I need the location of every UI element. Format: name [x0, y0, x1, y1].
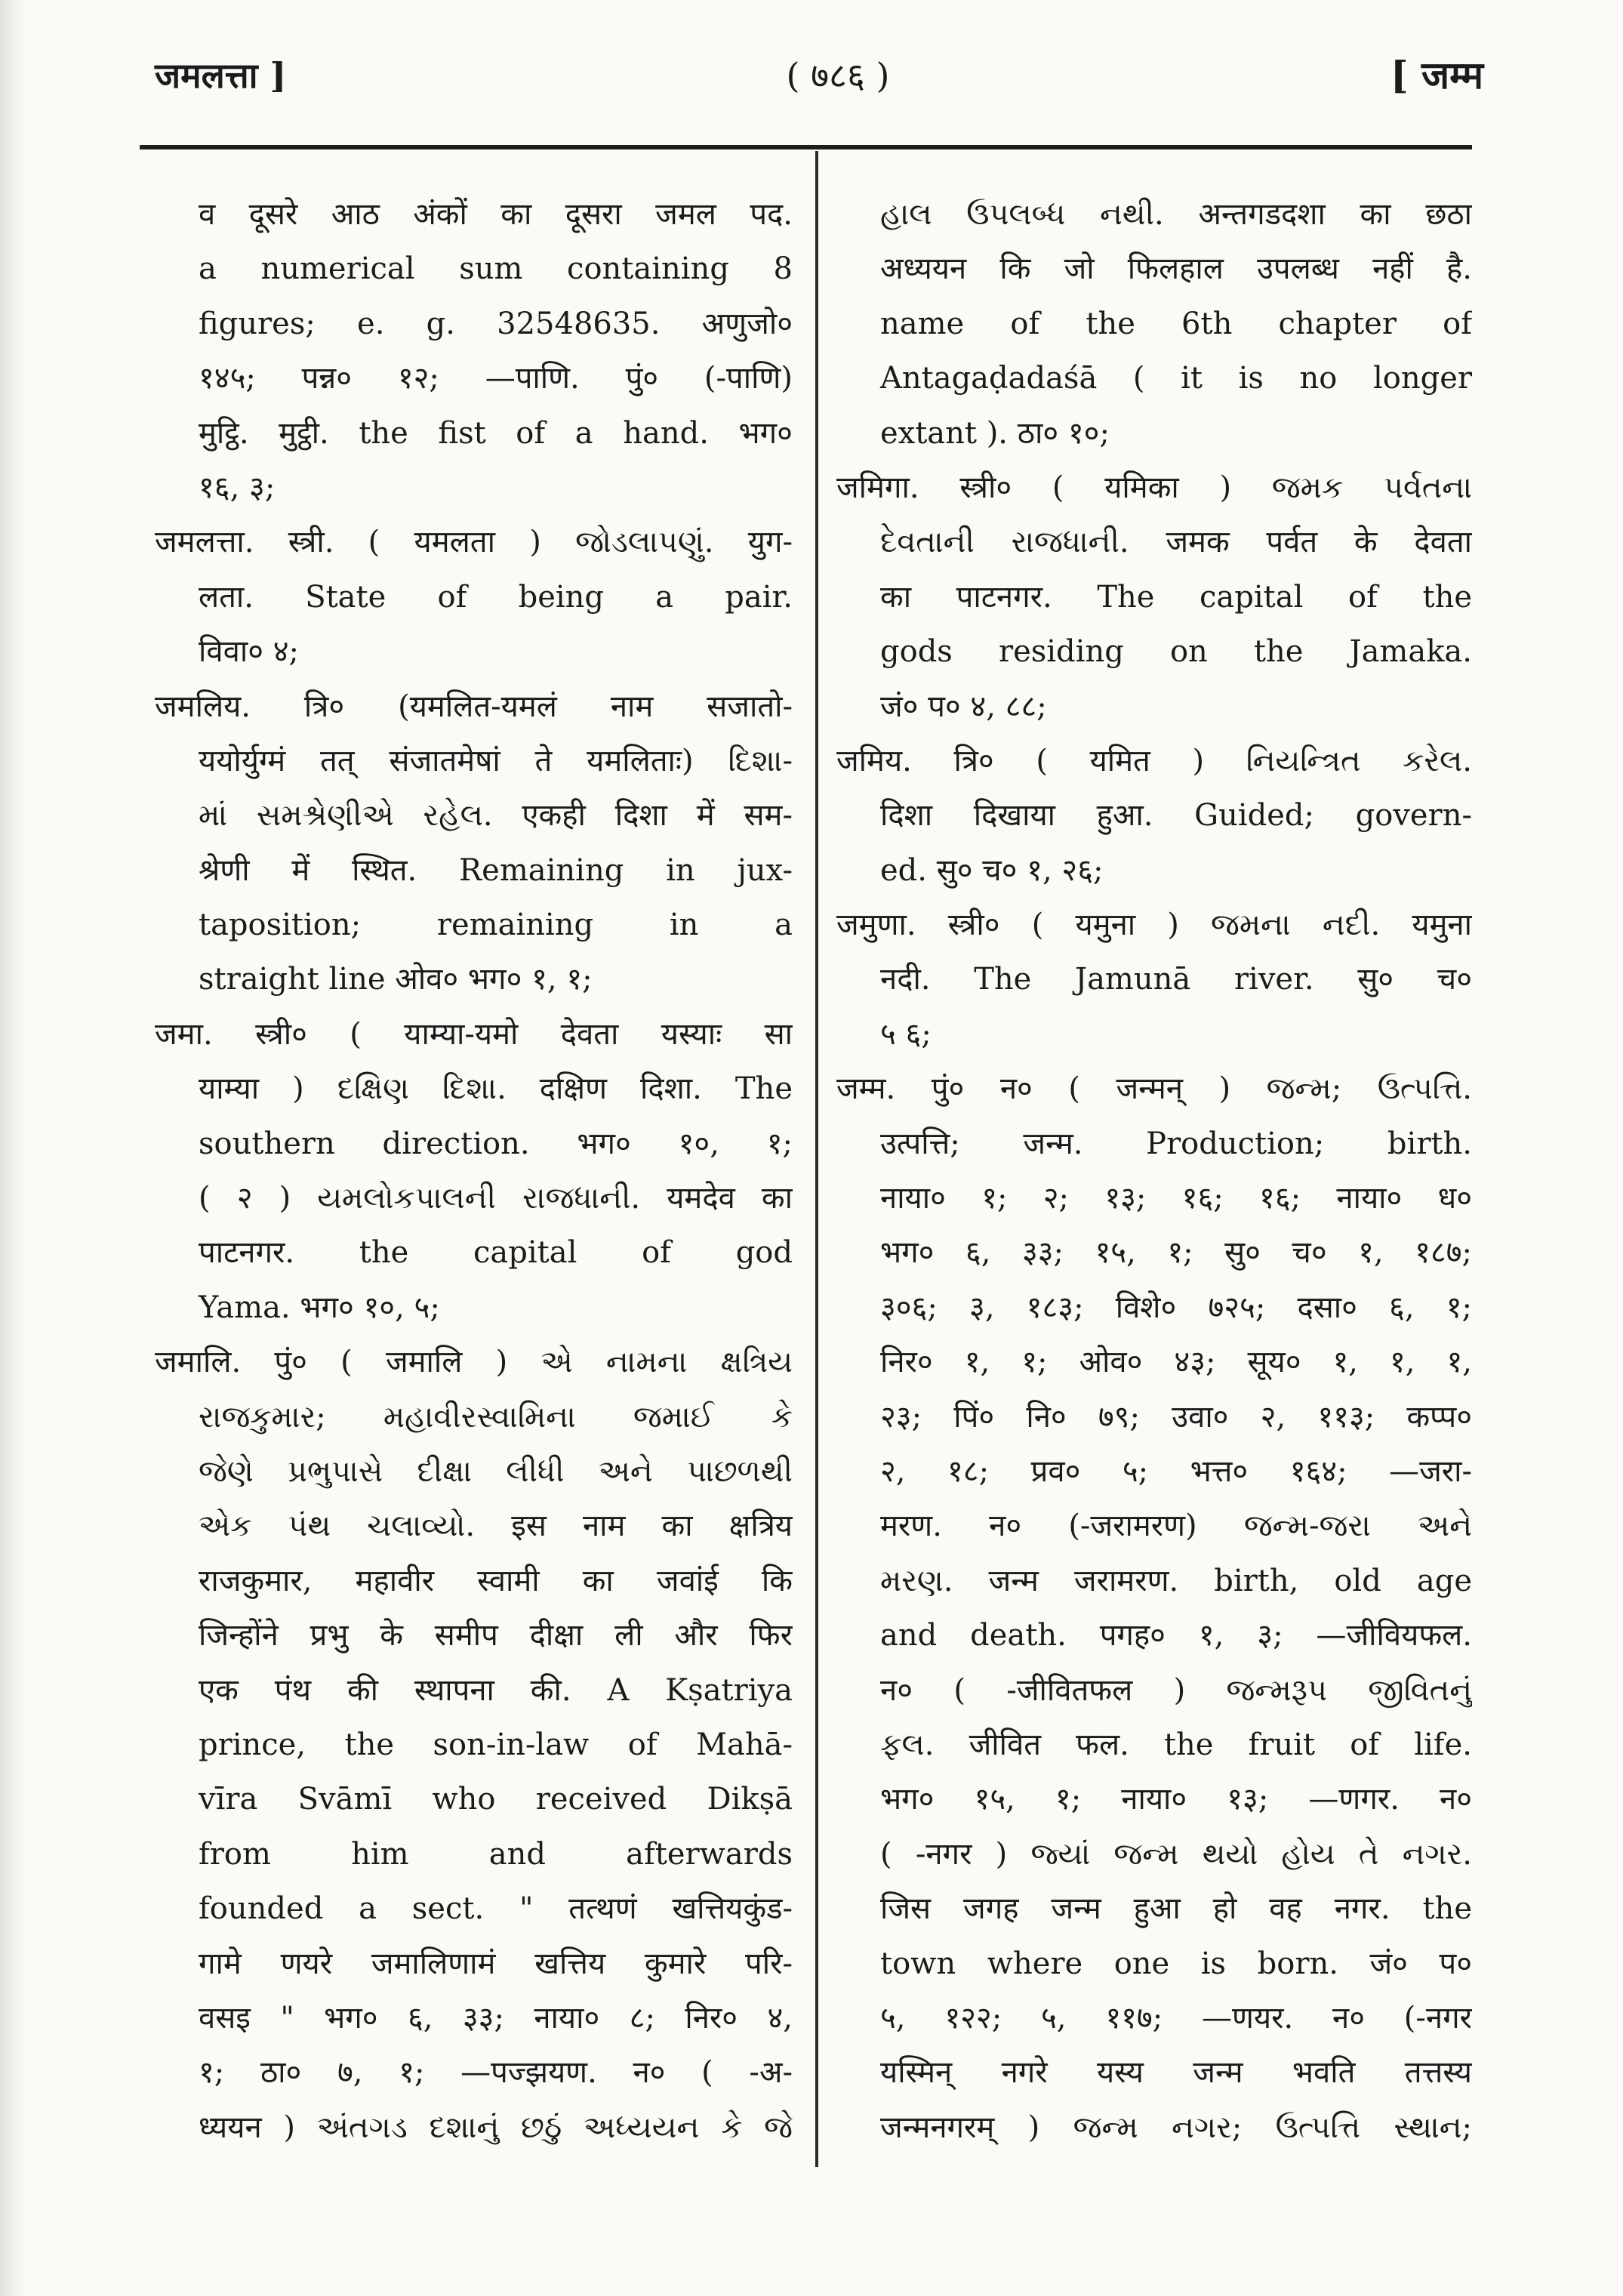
text-line: જેણે પ્રભુપાસે દીક્ષા લીધી અને પાછળથી: [199, 1453, 793, 1489]
header-left-guideword: जमलत्ता ]: [155, 55, 287, 96]
text-line: દેવતાની રાજધાની. जमक पर्वत के देवता: [880, 525, 1472, 560]
text-line: एक पंथ की स्थापना की. A Kṣatriya: [199, 1672, 793, 1708]
text-line: जिस जगह जन्म हुआ हो वह नगर. the: [880, 1891, 1472, 1927]
text-line: विवा० ४;: [199, 634, 299, 670]
text-line: अध्ययन कि जो फिलहाल उपलब्ध नहीं है.: [880, 251, 1472, 287]
text-line: name of the 6th chapter of: [880, 306, 1472, 341]
text-line: ५, १२२; ५, ११७; —णयर. न० (-नगर: [880, 2000, 1472, 2036]
right-column: [836, 187, 1472, 2155]
text-line: २, १८; प्रव० ५; भत्त० १६४; —जरा-: [880, 1453, 1472, 1489]
text-line: १४५; पन्न० १२; —पाणि. पुं० (-पाणि): [199, 361, 793, 396]
text-line: ( २ ) યમલોકપાલની રાજધાની. यमदेव का: [199, 1181, 793, 1216]
text-line: व दूसरे आठ अंकों का दूसरा जमल पद.: [199, 197, 793, 232]
text-line: नाया० १; २; १३; १६; १६; नाया० ध०: [880, 1181, 1472, 1216]
entry-headword-line: जमलत्ता. स्त्री. ( यमलता ) જોડલાપણું. युग-: [155, 525, 793, 560]
column-divider: [815, 151, 818, 2167]
text-line: ध्ययन ) અંતગડ દશાનું છઠું અધ્યયન કે જે: [199, 2110, 793, 2145]
entry-headword-line: जमिगा. स्त्री० ( यमिका ) જમક પર્વતના: [836, 470, 1472, 505]
text-line: vīra Svāmī who received Dikṣā: [199, 1782, 793, 1817]
text-line: मरण. न० (-जरामरण) જન્મ-જરા અને: [880, 1509, 1472, 1544]
text-line: राजकुमार, महावीर स्वामी का जवांई कि: [199, 1563, 793, 1598]
text-line: दिशा दिखाया हुआ. Guided; govern-: [880, 798, 1472, 834]
text-line: मुट्ठि. मुट्ठी. the fist of a hand. भग०: [199, 415, 793, 451]
text-line: એક પંથ ચલાવ્યો. इस नाम का क्षत्रिय: [199, 1509, 793, 1544]
text-line: का पाटनगर. The capital of the: [880, 579, 1472, 615]
entry-headword-line: जमा. स्त्री० ( याम्या-यमो देवता यस्याः सा: [155, 1016, 793, 1052]
text-line: उत्पत्ति; जन्म. Production; birth.: [880, 1126, 1472, 1161]
text-line: गामे णयरे जमालिणामं खत्तिय कुमारे परि-: [199, 1946, 793, 1981]
text-line: भग० ६, ३३; १५, १; सु० च० १, १८७;: [880, 1235, 1472, 1271]
text-line: figures; e. g. 32548635. अणुजो०: [199, 306, 793, 341]
page-number: ( ७८६ ): [786, 55, 890, 96]
text-line: town where one is born. जं० प०: [880, 1946, 1472, 1981]
text-line: जिन्होंने प्रभु के समीप दीक्षा ली और फिर: [199, 1618, 793, 1653]
text-line: ફલ. जीवित फल. the fruit of life.: [880, 1727, 1472, 1762]
text-line: gods residing on the Jamaka.: [880, 634, 1472, 670]
text-line: श्रेणी में स्थित. Remaining in jux-: [199, 852, 793, 888]
text-line: taposition; remaining in a: [199, 908, 793, 943]
text-line: नदी. The Jamunā river. सु० च०: [880, 962, 1472, 997]
text-line: હાલ ઉપલબ્ધ નથી. अन्तगडदशा का छठा: [880, 197, 1472, 232]
text-line: वसइ " भग० ६, ३३; नाया० ८; निर० ४,: [199, 2000, 793, 2036]
entry-headword-line: जमलिय. त्रि० (यमलित-यमलं नाम सजातो-: [155, 689, 793, 724]
text-line: १६, ३;: [199, 470, 276, 505]
text-line: straight line ओव० भग० १, १;: [199, 962, 593, 997]
entry-headword-line: जमालि. पुं० ( जमालि ) એ નામના ક્ષત્રિય: [155, 1345, 793, 1380]
text-line: लता. State of being a pair.: [199, 579, 793, 615]
text-line: રાજકુમાર; મહાવીરસ્વામિના જમાઈ કે: [199, 1399, 793, 1435]
text-line: માં સમશ્રેણીએ રહેલ. एकही दिशा में सम-: [199, 798, 793, 834]
scan-edge: [0, 0, 26, 2296]
left-column: [155, 187, 793, 2155]
header-rule: [140, 145, 1472, 149]
header-right-guideword: [ जम्म: [1390, 53, 1483, 97]
text-line: निर० १, १; ओव० ४३; सूय० १, १, १,: [880, 1345, 1472, 1380]
text-line: મરણ. जन्म जरामरण. birth, old age: [880, 1563, 1472, 1598]
text-line: ३०६; ३, १८३; विशे० ७२५; दसा० ६, १;: [880, 1290, 1472, 1325]
text-line: a numerical sum containing 8: [199, 251, 793, 287]
text-line: यस्मिन् नगरे यस्य जन्म भवति तत्तस्य: [880, 2055, 1472, 2091]
text-line: founded a sect. " तत्थणं खत्तियकुंड-: [199, 1891, 793, 1927]
text-line: Yama. भग० १०, ५;: [199, 1290, 440, 1325]
entry-headword-line: जमिय. त्रि० ( यमित ) નિયન્ત્રિત કરેલ.: [836, 743, 1472, 778]
text-line: from him and afterwards: [199, 1836, 793, 1872]
entry-headword-line: जम्म. पुं० न० ( जन्मन् ) જન્મ; ઉત્પત્તિ.: [836, 1071, 1472, 1107]
text-line: prince, the son-in-law of Mahā-: [199, 1727, 793, 1762]
text-line: ( -नगर ) જ્યાં જન્મ થયો હોય તે નગર.: [880, 1836, 1472, 1872]
text-line: extant ). ठा० १०;: [880, 415, 1110, 451]
text-line: जन्मनगरम् ) જન્મ નગર; ઉત્પત્તિ સ્થાન;: [880, 2110, 1472, 2145]
text-line: ed. सु० च० १, २६;: [880, 852, 1104, 888]
text-line: १; ठा० ७, १; —पज्झयण. न० ( -अ-: [199, 2055, 793, 2091]
text-line: याम्या ) દક્ષિણ દિશા. दक्षिण दिशा. The: [199, 1071, 793, 1107]
text-line: and death. पगह० १, ३; —जीवियफल.: [880, 1618, 1472, 1653]
entry-headword-line: जमुणा. स्त्री० ( यमुना ) જમના નદી. यमुना: [836, 908, 1472, 943]
text-line: Antagaḍadaśā ( it is no longer: [880, 361, 1472, 396]
text-line: न० ( -जीवितफल ) જન્મરૂપ જીવિતનું: [880, 1672, 1472, 1708]
text-line: ५ ६;: [880, 1016, 932, 1052]
text-line: ययोर्युग्मं तत् संजातमेषां ते यमलिताः) દિશા-: [199, 743, 793, 778]
text-line: southern direction. भग० १०, १;: [199, 1126, 793, 1161]
text-line: भग० १५, १; नाया० १३; —णगर. न०: [880, 1782, 1472, 1817]
text-line: जं० प० ४, ८८;: [880, 689, 1047, 724]
text-line: २३; पिं० नि० ७९; उवा० २, ११३; कप्प०: [880, 1399, 1472, 1435]
text-line: पाटनगर. the capital of god: [199, 1235, 793, 1271]
